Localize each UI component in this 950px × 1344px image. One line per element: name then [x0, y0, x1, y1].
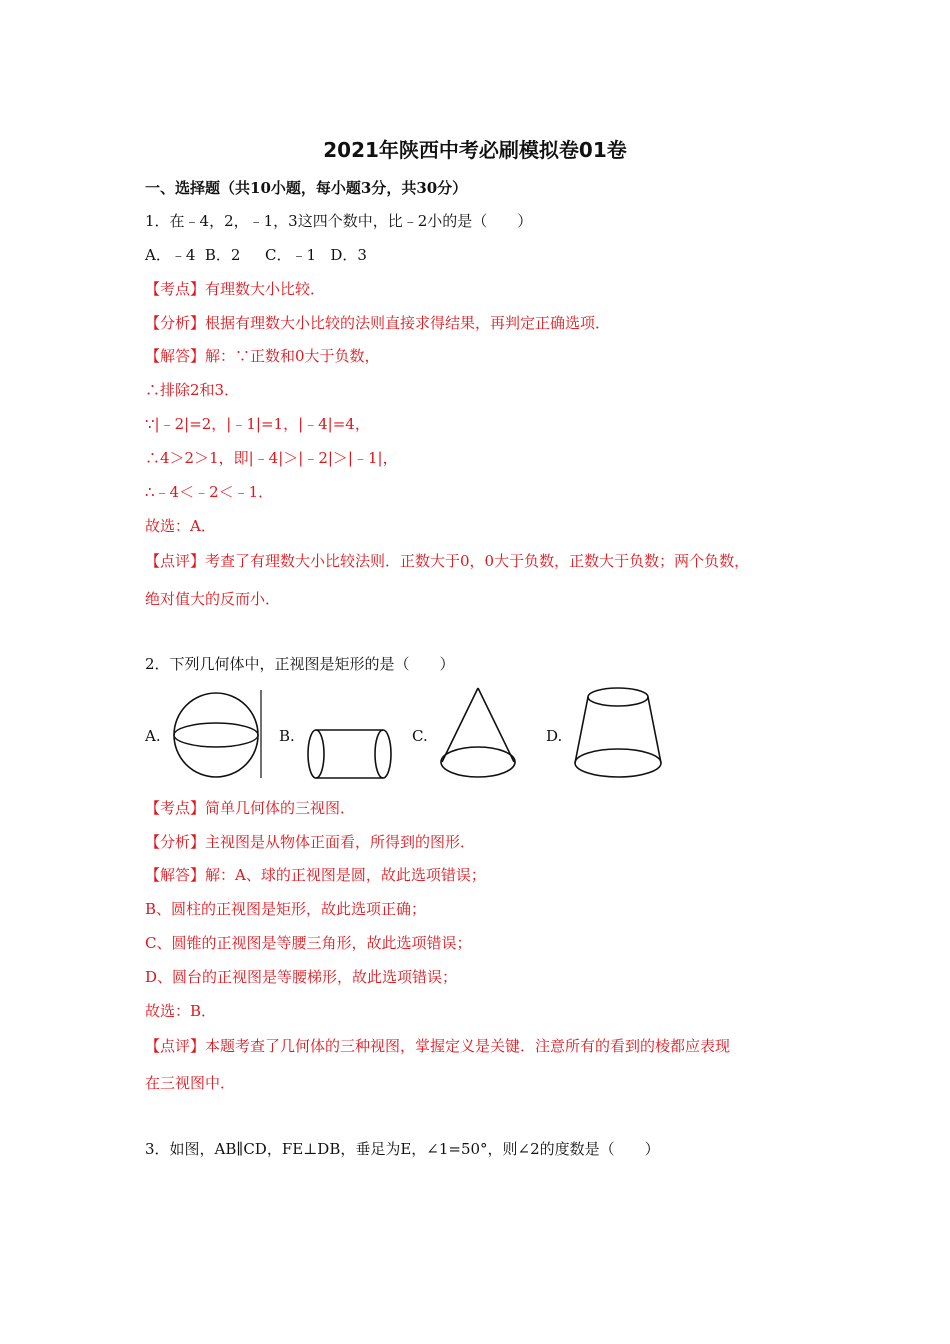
q1-dianping: 【点评】考查了有理数大小比较法则．正数大于0，0大于负数，正数大于负数；两个负数， [145, 552, 750, 570]
q1-step-3: ∴4＞2＞1，即|﹣4|＞|﹣2|＞|﹣1|， [145, 449, 398, 467]
q1-fenxi: 【分析】根据有理数大小比较的法则直接求得结果，再判定正确选项． [145, 314, 611, 332]
section-heading: 一、选择题（共10小题，每小题3分，共30分） [145, 179, 468, 197]
q2-answer: 故选：B． [145, 1002, 217, 1020]
q2-dianping: 【点评】本题考查了几何体的三种视图，掌握定义是关键．注意所有的看到的棱都应表现 [145, 1037, 731, 1055]
q2-step-2: C、圆锥的正视图是等腰三角形，故此选项错误； [145, 934, 472, 952]
q1-stem: 1．在﹣4，2，﹣1，3这四个数中，比﹣2小的是（ ） [145, 212, 533, 230]
cone-figure [436, 684, 522, 782]
q1-options: A．﹣4 B．2 C．﹣1 D．3 [145, 246, 367, 264]
q1-jieda: 【解答】解：∵正数和0大于负数， [145, 347, 380, 365]
q2-kaodian: 【考点】简单几何体的三视图． [145, 799, 356, 817]
sphere-figure [168, 688, 268, 780]
q1-step-1: ∴排除2和3． [145, 381, 240, 399]
q1-dianping-cont: 绝对值大的反而小． [145, 590, 281, 608]
cylinder-figure [303, 726, 397, 782]
q1-answer: 故选：A． [145, 517, 216, 535]
q1-step-4: ∴﹣4＜﹣2＜﹣1． [145, 483, 274, 501]
q2-dianping-cont: 在三视图中． [145, 1074, 236, 1092]
q2-fenxi: 【分析】主视图是从物体正面看，所得到的图形． [145, 833, 476, 851]
q2-stem: 2．下列几何体中，正视图是矩形的是（ ） [145, 655, 455, 673]
q2-step-3: D、圆台的正视图是等腰梯形，故此选项错误； [145, 968, 458, 986]
q1-kaodian: 【考点】有理数大小比较． [145, 280, 326, 298]
q2-option-c-label: C. [412, 727, 428, 745]
frustum-figure [570, 685, 666, 781]
q2-option-b-label: B. [279, 727, 295, 745]
q1-step-2: ∵|﹣2|=2，|﹣1|=1，|﹣4|=4， [145, 415, 370, 433]
q2-option-d-label: D. [546, 727, 563, 745]
q3-stem: 3．如图，AB∥CD，FE⊥DB，垂足为E，∠1=50°，则∠2的度数是（ ） [145, 1140, 660, 1158]
q2-jieda: 【解答】解：A、球的正视图是圆，故此选项错误； [145, 866, 486, 884]
page-title: 2021年陕西中考必刷模拟卷01卷 [323, 138, 627, 162]
q2-option-a-label: A. [145, 727, 161, 745]
q2-step-1: B、圆柱的正视图是矩形，故此选项正确； [145, 900, 427, 918]
